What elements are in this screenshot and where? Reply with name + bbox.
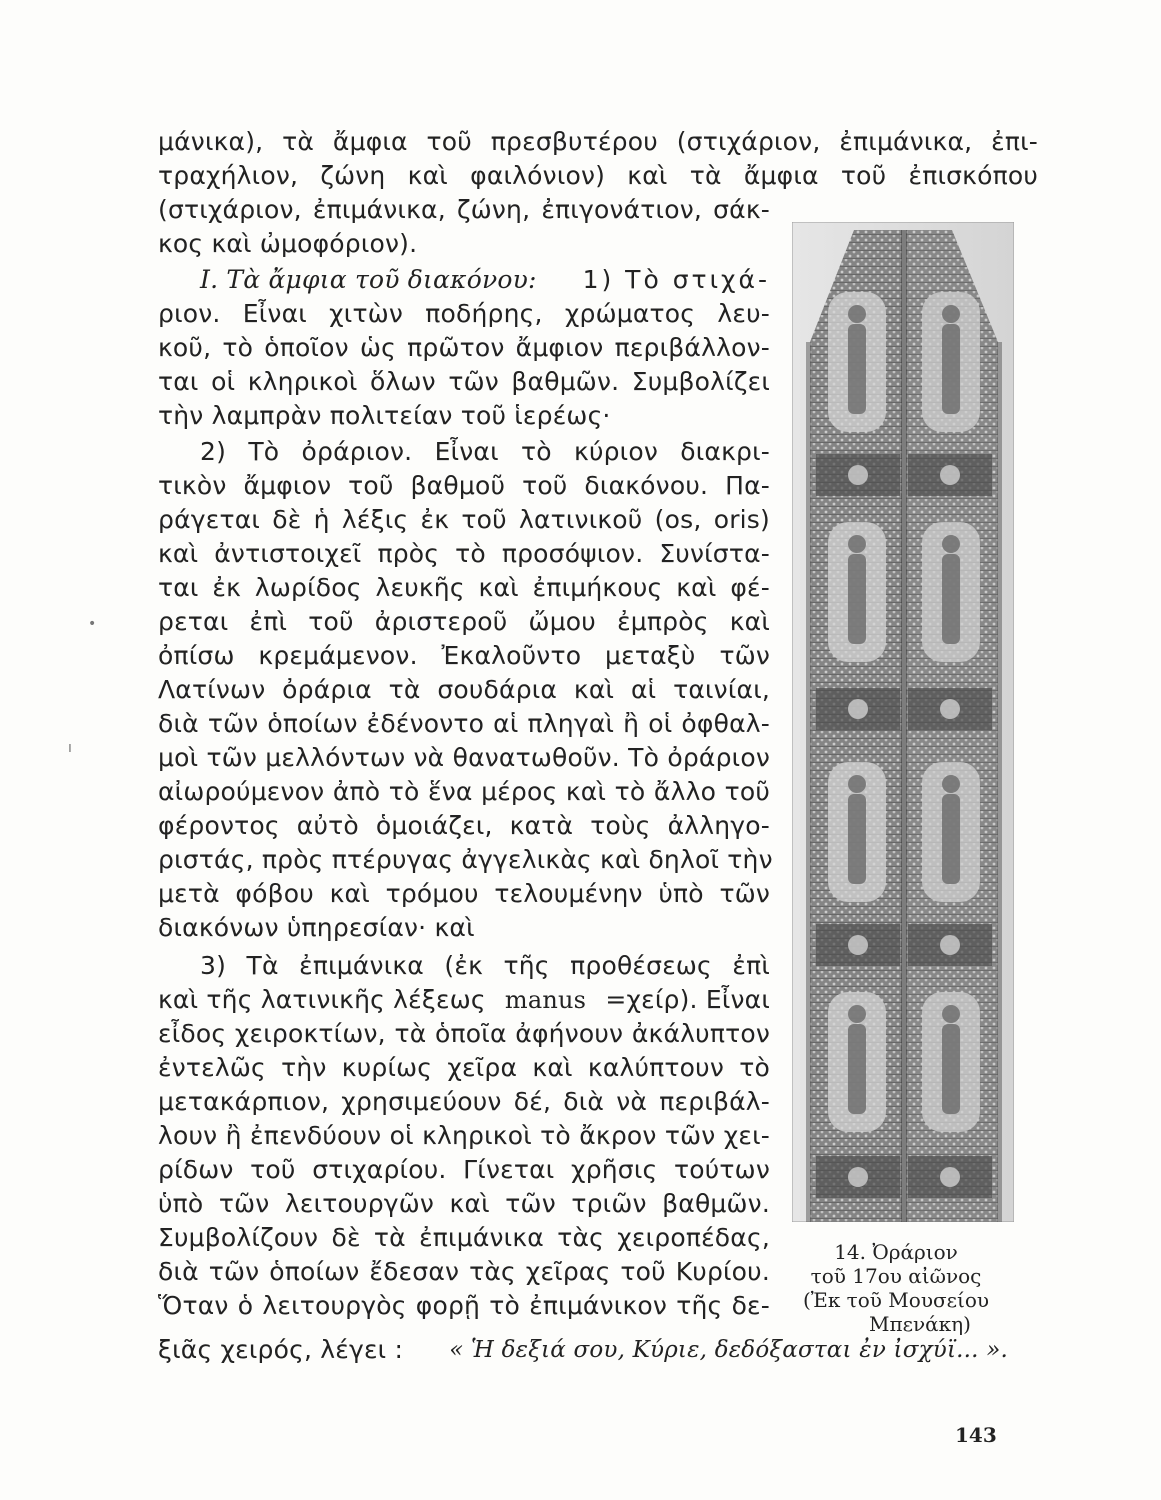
orarion-image bbox=[792, 222, 1014, 1222]
text-line-1: μάνικα), τὰ ἄμφια τοῦ πρεσβυτέρου (στιχάριον, ἐπιμάνικα, ἐπι- bbox=[158, 127, 1038, 156]
text-line-32: ὑπὸ τῶν λειτουργῶν καὶ τῶν τριῶν βαθμῶν. bbox=[158, 1189, 770, 1218]
text-line-28: ἐντελῶς τὴν κυρίως χεῖρα καὶ καλύπτουν τὸ bbox=[158, 1053, 770, 1082]
orarion-photograph bbox=[792, 222, 1014, 1222]
text-line-25: 3) Τὰ ἐπιμάνικα (ἐκ τῆς προθέσεως ἐπὶ bbox=[200, 951, 770, 980]
text-line-2: τραχήλιον, ζώνη καὶ φαιλόνιον) καὶ τὰ ἄμφια τοῦ ἐπισκόπου bbox=[158, 161, 1038, 190]
text-line-4: κος καὶ ὠμοφόριον). bbox=[158, 229, 418, 258]
text-line-11: τικὸν ἄμφιον τοῦ βαθμοῦ τοῦ διακόνου. Πα- bbox=[158, 471, 770, 500]
text-line-31: ρίδων τοῦ στιχαρίου. Γίνεται χρῆσις τούτων bbox=[158, 1155, 770, 1184]
text-line-16: ὀπίσω κρεμάμενον. Ἐκαλοῦντο μεταξὺ τῶν bbox=[158, 641, 770, 670]
text-line-17: Λατίνων ὀράρια τὰ σουδάρια καὶ αἱ ταινίαι, bbox=[158, 675, 770, 704]
text-line-26-part-c: =χείρ). Εἶναι bbox=[605, 985, 770, 1014]
text-line-19: μοὶ τῶν μελλόντων νὰ θανατωθοῦν. Τὸ ὀράριον bbox=[158, 743, 770, 772]
figure-caption-line-3: (Ἐκ τοῦ Μουσείου bbox=[802, 1288, 990, 1312]
text-line-3: (στιχάριον, ἐπιμάνικα, ζώνη, ἐπιγονάτιον, σάκ- bbox=[158, 195, 770, 224]
text-line-29: μετακάρπιον, χρησιμεύουν δέ, διὰ νὰ περιβάλ- bbox=[158, 1087, 770, 1116]
text-line-14: ται ἐκ λωρίδος λευκῆς καὶ ἐπιμήκους καὶ φέ- bbox=[158, 573, 770, 602]
text-line-36 bbox=[158, 1334, 1008, 1366]
text-line-26-part-a: καὶ τῆς λατινικῆς λέξεως bbox=[158, 985, 486, 1014]
page-number: 143 bbox=[955, 1423, 997, 1447]
margin-mark: • bbox=[88, 616, 97, 632]
text-line-33: Συμβολίζουν δὲ τὰ ἐπιμάνικα τὰς χειροπέδας, bbox=[158, 1223, 770, 1252]
text-line-23: μετὰ φόβου καὶ τρόμου τελουμένην ὑπὸ τῶν bbox=[158, 879, 770, 908]
text-line-10: 2) Τὸ ὀράριον. Εἶναι τὸ κύριον διακρι- bbox=[200, 437, 770, 466]
text-line-24: διακόνων ὑπηρεσίαν· καὶ bbox=[158, 913, 475, 942]
text-line-6: ριον. Εἶναι χιτὼν ποδήρης, χρώματος λευ- bbox=[158, 299, 770, 328]
text-line-8: ται οἱ κληρικοὶ ὅλων τῶν βαθμῶν. Συμβολίζει bbox=[158, 367, 770, 396]
text-line-21: φέροντος αὐτὸ ὁμοιάζει, κατὰ τοὺς ἀλληγο- bbox=[158, 811, 770, 840]
text-line-18: διὰ τῶν ὁποίων ἐδένοντο αἱ πληγαὶ ἢ οἱ ὀφθαλ- bbox=[158, 709, 770, 738]
text-line-27: εἶδος χειροκτίων, τὰ ὁποῖα ἀφήνουν ἀκάλυπτον bbox=[158, 1019, 770, 1048]
figure-caption-line-1: 14. Ὀράριον bbox=[834, 1240, 958, 1264]
text-line-35: Ὅταν ὁ λειτουργὸς φορῇ τὸ ἐπιμάνικον τῆς δε- bbox=[158, 1291, 770, 1320]
text-line-26 bbox=[158, 984, 770, 1016]
text-line-9: τὴν λαμπρὰν πολιτείαν τοῦ ἱερέως· bbox=[158, 401, 611, 430]
figure-caption-line-2: τοῦ 17ου αἰῶνος bbox=[810, 1264, 982, 1288]
text-line-36-part-a: ξιᾶς χειρός, λέγει : bbox=[158, 1335, 404, 1364]
text-line-34: διὰ τῶν ὁποίων ἔδεσαν τὰς χεῖρας τοῦ Κυρίου. bbox=[158, 1257, 770, 1286]
text-line-13: καὶ ἀντιστοιχεῖ πρὸς τὸ προσόψιον. Συνίστα- bbox=[158, 539, 770, 568]
margin-mark: ı bbox=[68, 740, 72, 756]
text-line-22: ριστάς, πρὸς πτέρυγας ἀγγελικὰς καὶ δηλοῖ τὴν bbox=[158, 845, 773, 874]
text-line-12: ράγεται δὲ ἡ λέξις ἐκ τοῦ λατινικοῦ (os, oris) bbox=[158, 505, 770, 534]
text-line-15: ρεται ἐπὶ τοῦ ἀριστεροῦ ὤμου ἐμπρὸς καὶ bbox=[158, 607, 770, 636]
quoted-prayer: « Ἡ δεξιά σου, Κύριε, δεδόξασται ἐν ἰσχύϊ... ». bbox=[449, 1337, 1008, 1363]
text-line-20: αἰωρούμενον ἀπὸ τὸ ἕνα μέρος καὶ τὸ ἄλλο τοῦ bbox=[158, 777, 770, 806]
latin-word-manus: manus bbox=[504, 986, 587, 1014]
section-heading-continuation: 1) Τὸ στιχά- bbox=[582, 265, 770, 294]
figure-caption-line-4: Μπενάκη) bbox=[869, 1312, 971, 1336]
section-heading-line bbox=[200, 264, 770, 296]
text-line-7: κοῦ, τὸ ὁποῖον ὡς πρῶτον ἄμφιον περιβάλλον- bbox=[158, 333, 770, 362]
text-line-30: λουν ἢ ἐπενδύουν οἱ κληρικοὶ τὸ ἄκρον τῶν χει- bbox=[158, 1121, 770, 1150]
section-heading: Ι. Τὰ ἄμφια τοῦ διακόνου: bbox=[200, 265, 537, 294]
